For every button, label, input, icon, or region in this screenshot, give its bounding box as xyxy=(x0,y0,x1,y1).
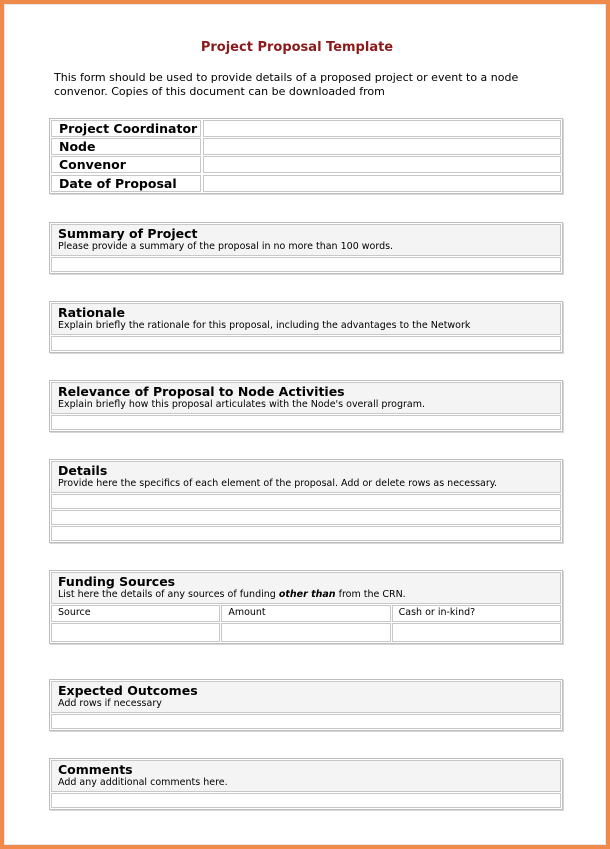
convenor-field[interactable] xyxy=(203,156,561,173)
outcomes-input-row[interactable] xyxy=(51,714,561,729)
convenor-label: Convenor xyxy=(51,156,201,173)
funding-col-cash-or-in-kind: Cash or in-kind? xyxy=(392,605,561,622)
outcomes-header xyxy=(51,681,561,713)
funding-description-post: from the CRN. xyxy=(335,589,406,600)
project-coordinator-row xyxy=(51,120,561,137)
comments-header xyxy=(51,760,561,792)
outcomes-heading: Expected Outcomes xyxy=(58,683,198,698)
date-of-proposal-field[interactable] xyxy=(203,175,561,192)
funding-input-row xyxy=(51,623,561,642)
rationale-input-row[interactable] xyxy=(51,336,561,351)
summary-header xyxy=(51,224,561,256)
node-field[interactable] xyxy=(203,138,561,155)
funding-description-emphasis: other than xyxy=(278,589,336,600)
summary-description: Please provide a summary of the proposal in no more than 100 words. xyxy=(58,241,394,252)
details-input-row[interactable] xyxy=(51,494,561,509)
date-of-proposal-row xyxy=(51,175,561,192)
relevance-section xyxy=(49,380,563,432)
funding-source-cell[interactable] xyxy=(51,623,220,642)
comments-heading: Comments xyxy=(58,762,133,777)
project-coordinator-field[interactable] xyxy=(203,120,561,137)
details-description: Provide here the specifics of each element of the proposal. Add or delete rows as necessary. xyxy=(58,478,498,489)
comments-section xyxy=(49,758,563,810)
node-label: Node xyxy=(51,138,201,155)
relevance-description: Explain briefly how this proposal articulates with the Node's overall program. xyxy=(58,399,426,410)
summary-section xyxy=(49,222,563,274)
funding-amount-cell[interactable] xyxy=(221,623,390,642)
comments-input-row[interactable] xyxy=(51,793,561,808)
document-title: Project Proposal Template xyxy=(200,40,394,55)
details-heading: Details xyxy=(58,463,108,478)
funding-col-amount: Amount xyxy=(221,605,390,622)
details-section xyxy=(49,459,563,543)
details-input-row[interactable] xyxy=(51,526,561,541)
node-row xyxy=(51,138,561,155)
relevance-input-row[interactable] xyxy=(51,415,561,430)
funding-description xyxy=(58,589,554,601)
funding-col-source: Source xyxy=(51,605,220,622)
project-info-table xyxy=(49,118,563,194)
comments-description: Add any additional comments here. xyxy=(58,777,228,788)
rationale-description: Explain briefly the rationale for this proposal, including the advantages to the Network xyxy=(58,320,471,331)
funding-heading: Funding Sources xyxy=(58,574,176,589)
project-coordinator-label: Project Coordinator xyxy=(51,120,201,137)
date-of-proposal-label: Date of Proposal xyxy=(51,175,201,192)
summary-input-row[interactable] xyxy=(51,257,561,272)
funding-cash-cell[interactable] xyxy=(392,623,561,642)
funding-section xyxy=(49,570,563,644)
rationale-section xyxy=(49,301,563,353)
relevance-header xyxy=(51,382,561,414)
outcomes-description: Add rows if necessary xyxy=(58,698,162,709)
funding-column-headers xyxy=(51,605,561,622)
summary-heading: Summary of Project xyxy=(58,226,198,241)
relevance-heading: Relevance of Proposal to Node Activities xyxy=(58,384,345,399)
convenor-row xyxy=(51,156,561,173)
rationale-header xyxy=(51,303,561,335)
details-input-row[interactable] xyxy=(51,510,561,525)
intro-text: This form should be used to provide details of a proposed project or event to a node convenor. Copies of this document can be downloaded from xyxy=(54,71,519,98)
outcomes-section xyxy=(49,679,563,731)
rationale-heading: Rationale xyxy=(58,305,126,320)
details-header xyxy=(51,461,561,493)
funding-header xyxy=(51,572,561,604)
document-page xyxy=(4,4,606,845)
funding-description-pre: List here the details of any sources of funding xyxy=(58,589,279,600)
